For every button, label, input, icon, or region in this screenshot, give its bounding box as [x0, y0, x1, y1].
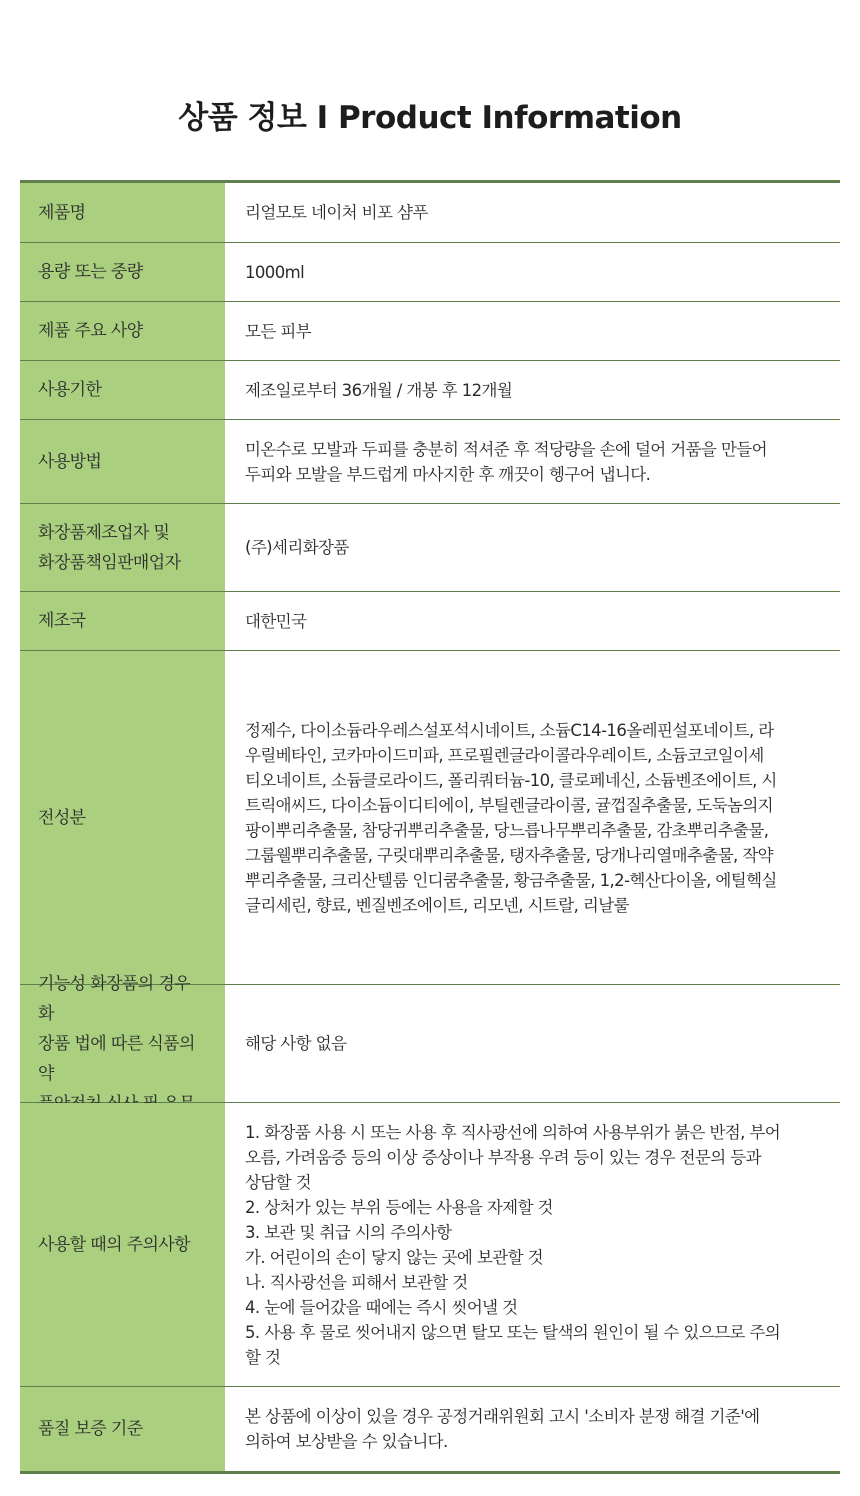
row-label: 제조국 — [20, 592, 225, 650]
row-value — [225, 1103, 840, 1386]
table-row-usage — [20, 420, 840, 504]
table-row-expiry — [20, 361, 840, 420]
row-label: 화장품제조업자 및 화장품책임판매업자 — [20, 504, 225, 591]
product-info-table — [20, 180, 840, 1474]
caution-item: 나. 직사광선을 피해서 보관할 것 — [245, 1272, 468, 1292]
row-value — [225, 361, 840, 419]
table-row-volume — [20, 243, 840, 302]
table-row-cautions — [20, 1103, 840, 1387]
row-value-text: 정제수, 다이소듐라우레스설포석시네이트, 소듐C14-16올레핀설포네이트, 라 우릴베타인, 코카마이드미파, 프로필렌글라이콜라우레이트, 소듐코코일이세 티오네이트, 소듐클로라이드, 폴리쿼터늄-10, 클로페네신, 소듐벤조에이트, 시 트릭애씨드, 다이소듐이디티에이, 부틸렌글라이콜, 귤껍질추출물, 도둑놈의지 팡이뿌리추출물, 참당귀뿌리추출물, 당느릅나무뿌리추출물, 감초뿌리추출물, 그룹웰뿌리추출물, 구릿대뿌리추출물, 탱자추출물, 당개나리열매추출물, 작약 뿌리추출물, 크리산텔룸 인디쿰추출물, 황금추출물, 1,2-헥산다이올, 에틸헥실 글리세린, 향료, 벤질벤조에이트, 리모넨, 시트랄, 리날룰 — [245, 720, 777, 915]
row-value-text: 해당 사항 없음 — [245, 1034, 347, 1053]
row-value-text: (주)세리화장품 — [245, 538, 349, 557]
table-row-spec — [20, 302, 840, 361]
caution-item: 2. 상처가 있는 부위 등에는 사용을 자제할 것 — [245, 1197, 553, 1217]
row-value — [225, 651, 840, 984]
row-value — [225, 1387, 840, 1471]
row-value — [225, 302, 840, 360]
row-value-text: 리얼모토 네이처 비포 샴푸 — [245, 203, 428, 222]
row-value — [225, 420, 840, 503]
row-value-text: 제조일로부터 36개월 / 개봉 후 12개월 — [245, 380, 513, 400]
row-value — [225, 504, 840, 591]
row-value — [225, 183, 840, 242]
table-row-quality — [20, 1387, 840, 1471]
page-title: 상품 정보 I Product Information — [178, 100, 682, 136]
caution-item: 4. 눈에 들어갔을 때에는 즉시 씻어낼 것 — [245, 1297, 518, 1317]
row-label: 사용방법 — [20, 420, 225, 503]
caution-item: 3. 보관 및 취급 시의 주의사항 — [245, 1222, 452, 1242]
row-label: 전성분 — [20, 651, 225, 984]
table-row-country — [20, 592, 840, 651]
row-label: 사용기한 — [20, 361, 225, 419]
row-label: 화 장품 법에 따른 식품의약 — [20, 985, 225, 1102]
row-value-text: 모든 피부 — [245, 321, 312, 341]
row-value — [225, 243, 840, 301]
row-label: 사용할 때의 주의사항 — [20, 1103, 225, 1386]
row-label: 제품명 — [20, 183, 225, 242]
caution-item: 가. 어린이의 손이 닿지 않는 곳에 보관할 것 — [245, 1247, 543, 1267]
cautions-list — [245, 1120, 780, 1370]
row-value-text: 1000ml — [245, 262, 305, 282]
table-row-product-name — [20, 183, 840, 243]
row-value-text: 본 상품에 이상이 있을 경우 공정거래위원회 고시 '소비자 분쟁 해결 기준'에 의하여 보상받을 수 있습니다. — [245, 1407, 760, 1451]
row-value — [225, 985, 840, 1102]
row-value-text: 대한민국 — [245, 611, 307, 631]
table-row-ingredients — [20, 651, 840, 985]
row-value-text: 미온수로 모발과 두피를 충분히 적셔준 후 적당량을 손에 덜어 거품을 만들어 두피와 모발을 부드럽게 마사지한 후 깨끗이 헹구어 냅니다. — [245, 439, 767, 484]
row-label: 용량 또는 중량 — [20, 243, 225, 301]
row-label: 품질 보증 기준 — [20, 1387, 225, 1471]
row-value — [225, 592, 840, 650]
row-label: 제품 주요 사양 — [20, 302, 225, 360]
table-row-functional — [20, 985, 840, 1103]
table-row-manufacturer — [20, 504, 840, 592]
caution-item: 1. 화장품 사용 시 또는 사용 후 직사광선에 의하여 사용부위가 붉은 반점, 부어 오름, 가려움증 등의 이상 증상이나 부작용 우려 등이 있는 경우 전문의 등과 상담할 것 — [245, 1122, 781, 1192]
caution-item: 5. 사용 후 물로 씻어내지 않으면 탈모 또는 탈색의 원인이 될 수 있으므로 주의 할 것 — [245, 1322, 781, 1367]
